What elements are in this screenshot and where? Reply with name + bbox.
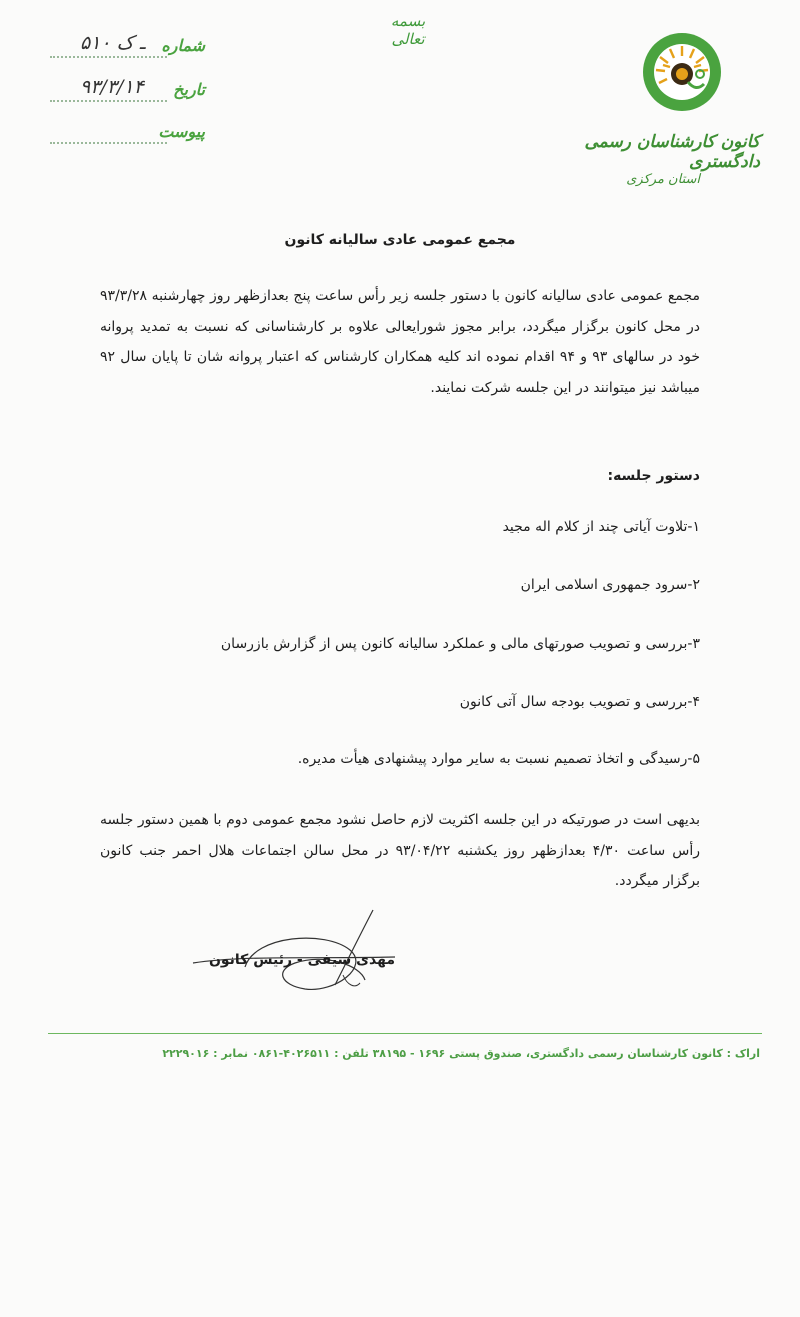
organization-province: استان مرکزی <box>626 172 700 187</box>
footer-address: اراک : کانون کارشناسان رسمی دادگستری، صندوق پستی ۱۶۹۶ - ۳۸۱۹۵ تلفن : ۴۰۲۶۵۱۱-۰۸۶۱ نمابر : ۲۲۲۹۰۱۶ <box>162 1047 760 1060</box>
dotted-line <box>50 56 167 58</box>
closing-paragraph: بدیهی است در صورتیکه در این جلسه اکثریت لازم حاصل نشود مجمع عمومی دوم با همین دستور جلسه رأس ساعت ۴/۳۰ بعدازظهر روز یکشنبه ۹۳/۰۴/۲۲ در محل سالن اجتماعات هلال احمر جنب کانون برگزار میگردد. <box>100 812 700 889</box>
agenda-item: ۳-بررسی و تصویب صورتهای مالی و عملکرد سالیانه کانون پس از گزارش بازرسان <box>220 636 700 652</box>
letter-enclosure-label: پیوست <box>158 122 205 141</box>
agenda-item: ۱-تلاوت آیاتی چند از کلام اله مجید <box>502 519 700 535</box>
letter-number-field <box>40 32 205 60</box>
agenda-item: ۴-بررسی و تصویب بودجه سال آتی کانون <box>459 694 700 710</box>
basmala-heading: بسمه تعالی <box>390 12 426 48</box>
letter-enclosure-field <box>40 122 205 146</box>
agenda-item: ۵-رسیدگی و اتخاذ تصمیم نسبت به سایر موارد پیشنهادی هیأت مدیره. <box>297 751 700 767</box>
letter-date-label: تاریخ <box>173 80 205 99</box>
agenda-item: ۲-سرود جمهوری اسلامی ایران <box>520 577 700 593</box>
letter-date-value: ۹۳/۳/۱۴ <box>80 76 144 98</box>
organization-logo-icon <box>642 32 722 112</box>
intro-paragraph: مجمع عمومی عادی سالیانه کانون با دستور جلسه زیر رأس ساعت پنج بعدازظهر روز چهارشنبه ۹۳/۳/۲۸ در محل کانون برگزار میگردد، برابر مجوز شورایعالی علاوه بر کارشناسانی که نسبت به تمدید پروانه خود در سالهای ۹۳ و ۹۴ اقدام نموده اند کلیه همکاران کارشناس که اعتبار پروانه شان تا پایان سال ۹۲ میباشد نیز میتوانند در این جلسه شرکت نمایند. <box>100 288 700 396</box>
letter-number-label: شماره <box>161 36 205 55</box>
document-title: مجمع عمومی عادی سالیانه کانون <box>284 232 516 248</box>
footer-divider <box>48 1033 762 1034</box>
letter-date-field <box>40 76 205 104</box>
dotted-line <box>50 100 167 102</box>
organization-name: کانون کارشناسان رسمی دادگستری <box>584 132 760 172</box>
letter-number-value: ۵۱۰ ـ ک <box>80 32 146 54</box>
agenda-heading: دستور جلسه: <box>607 468 700 484</box>
signatory-name: مهدی سیفی - رئیس کانون <box>208 952 395 968</box>
dotted-line <box>50 142 167 144</box>
